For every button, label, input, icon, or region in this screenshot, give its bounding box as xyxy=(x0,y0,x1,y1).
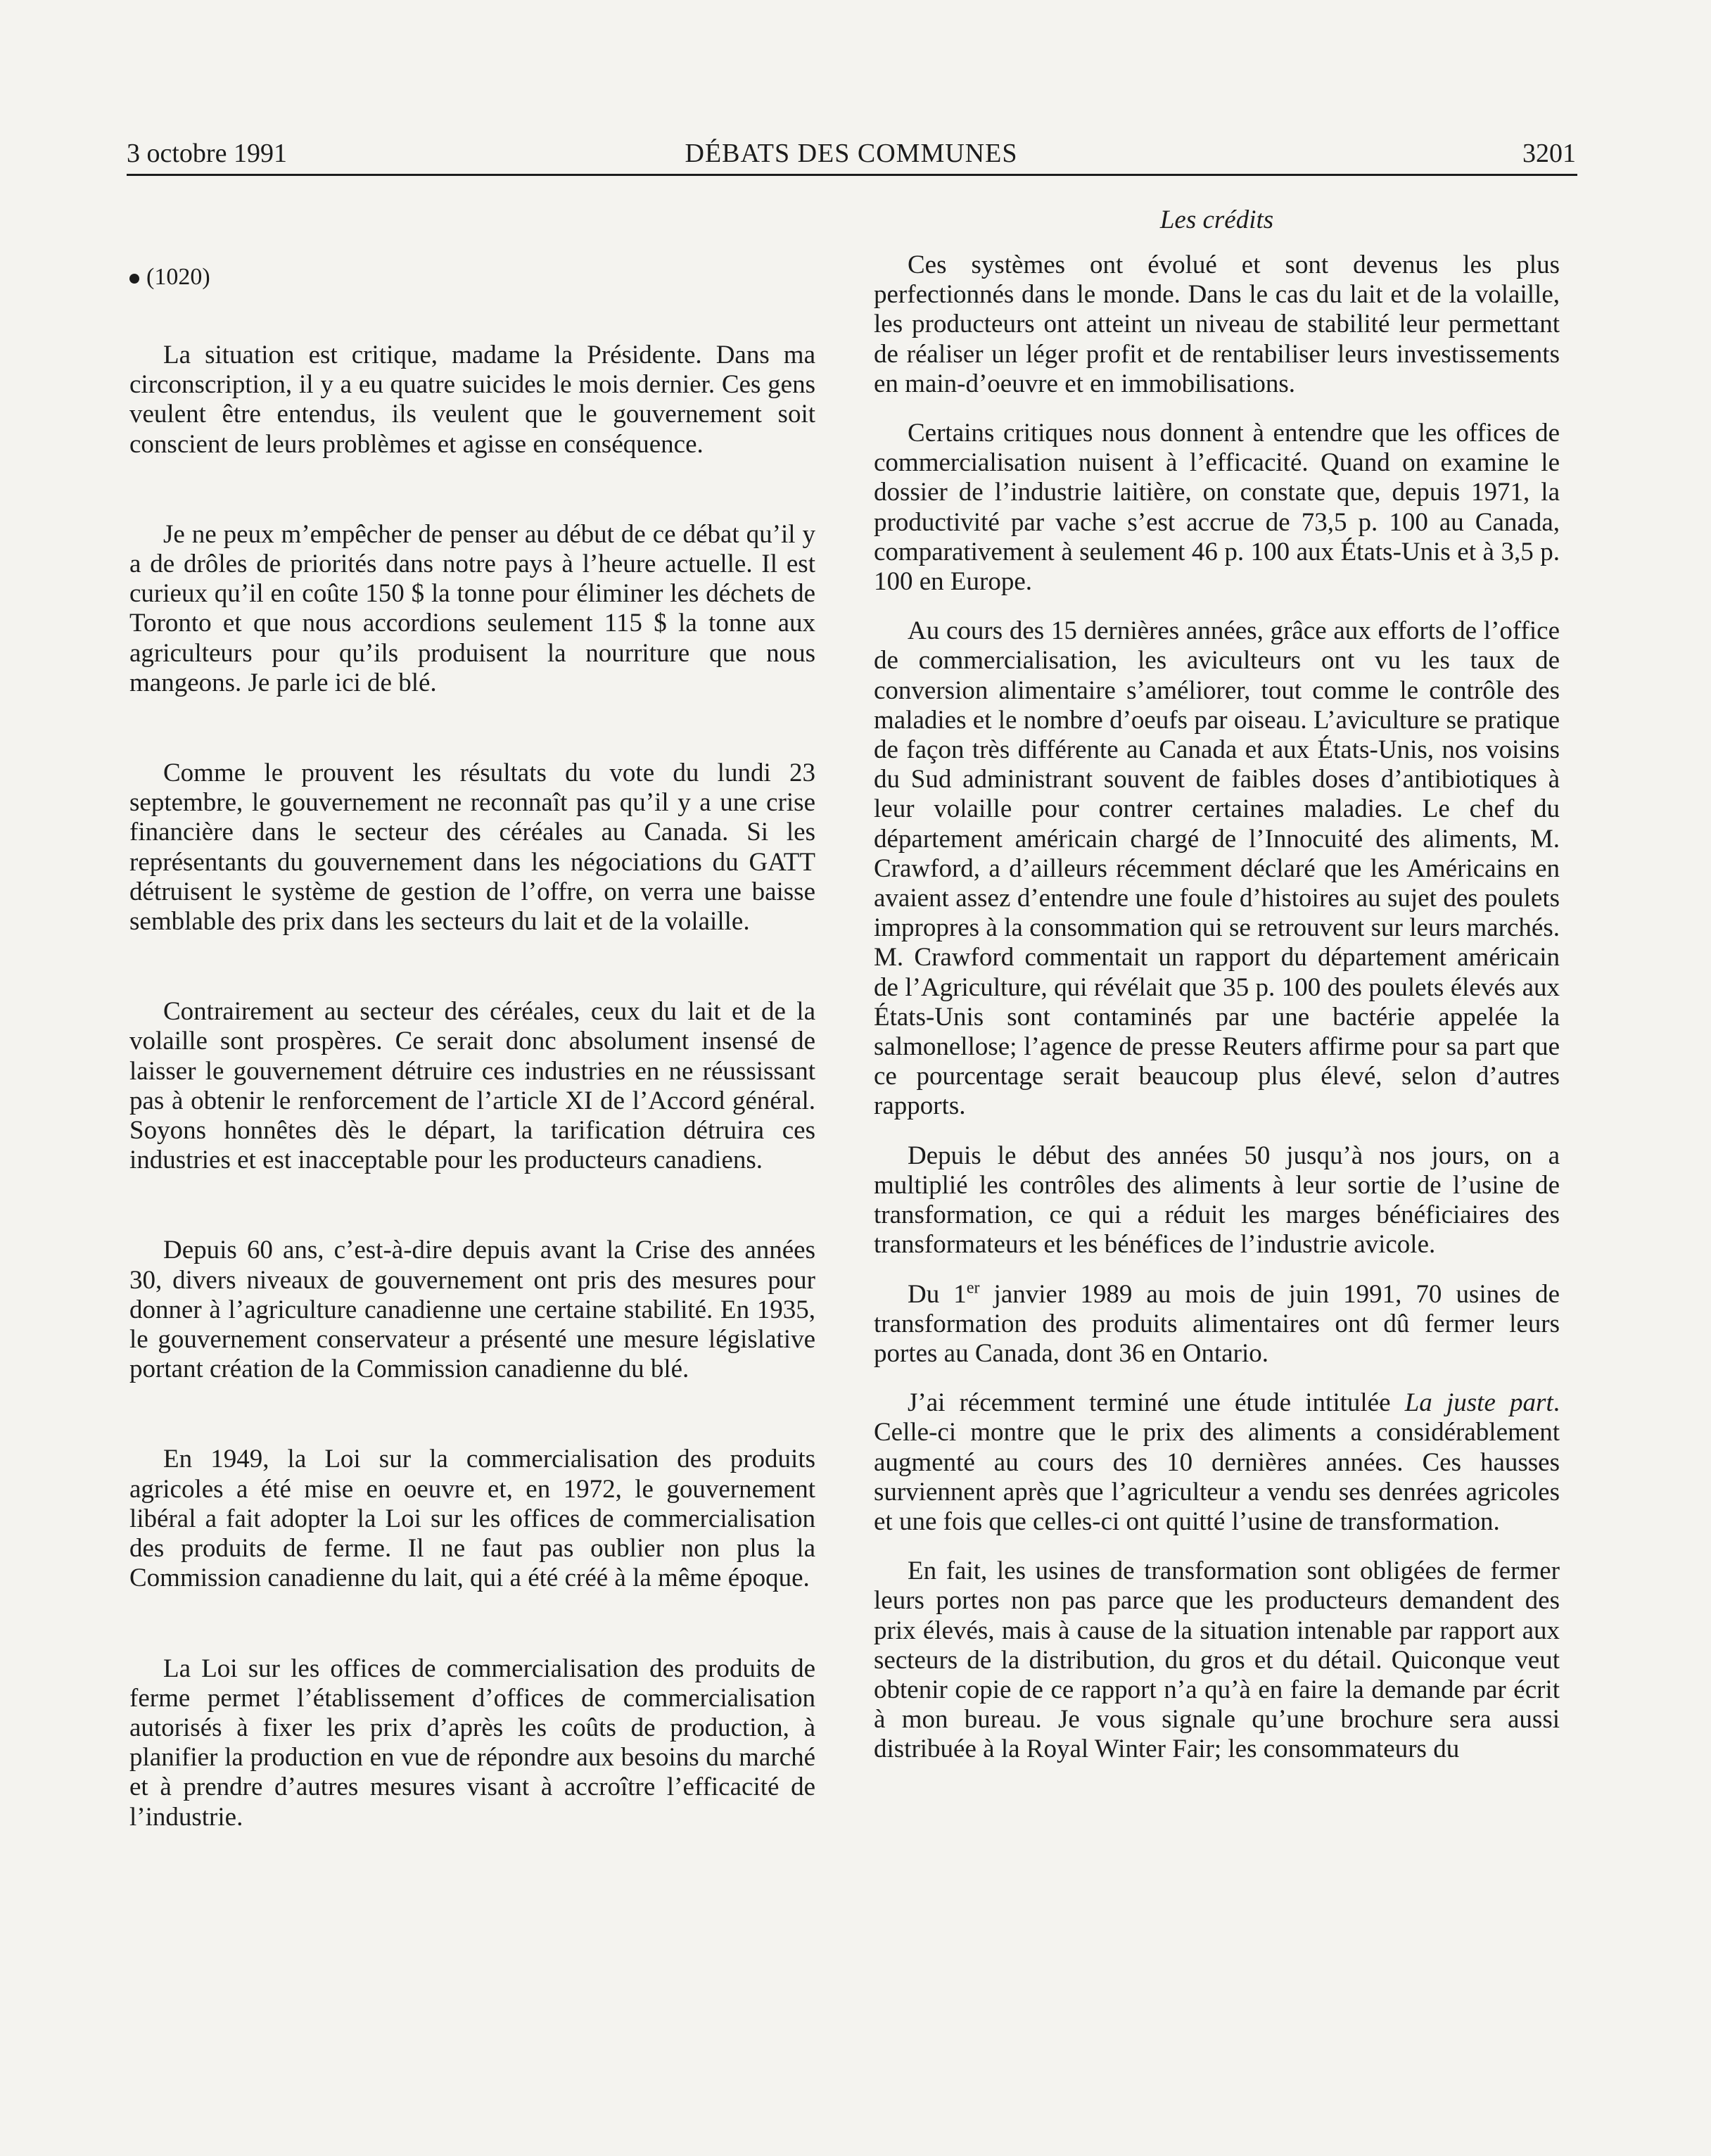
p6-before: J’ai récemment terminé une étude intitulée xyxy=(908,1388,1405,1418)
p6-after: . Celle-ci montre que le prix des aliments a considérablement augmenté au cours des 10 dernières années. Ces hausses surviennent après que l’agriculteur a vendu ses denrées agricoles et une fois que celles-ci ont quitté l’usine de transformation. xyxy=(874,1388,1560,1536)
left-paragraph-2: Je ne peux m’empêcher de penser au début de ce débat qu’il y a de drôles de priorités dans notre pays à l’heure actuelle. Il est curieux qu’il en coûte 150 $ la tonne pour éliminer les déchets de Toronto et que nous accordions seulement 115 $ la tonne aux agriculteurs pour qu’ils produisent la nourriture que nous mangeons. Je parle ici de blé. xyxy=(129,519,815,697)
header-date: 3 octobre 1991 xyxy=(127,139,287,168)
header-rule xyxy=(127,174,1577,176)
left-paragraph-3: Comme le prouvent les résultats du vote du lundi 23 septembre, le gouvernement ne reconnaît pas qu’il y a une crise financière dans le secteur des céréales au Canada. Si les représentants du gouvernement dans les négociations du GATT détruisent le système de gestion de l’offre, on verra une baisse semblable des prix dans les secteurs du lait et de la volaille. xyxy=(129,759,815,937)
left-paragraph-4: Contrairement au secteur des céréales, ceux du lait et de la volaille sont prospères. Ce serait donc absolument insensé de laisser le gouvernement détruire ces industries en ne réussissant pas à obtenir le renforcement de l’article XI de l’Accord général. Soyons honnêtes dès le départ, la tarification détruira ces industries et est inacceptable pour les producteurs canadiens. xyxy=(129,997,815,1175)
p5-before: Du 1 xyxy=(908,1279,967,1309)
right-paragraph-5 xyxy=(874,1280,1560,1369)
right-paragraph-6 xyxy=(874,1388,1560,1537)
right-paragraph-7: En fait, les usines de transformation sont obligées de fermer leurs portes non pas parce que les producteurs demandent des prix élevés, mais à cause de la situation intenable par rapport aux secteurs de la distribution, du gros et du détail. Quiconque veut obtenir copie de ce rapport n’a qu’à en faire la demande par écrit à mon bureau. Je vous signale qu’une brochure sera aussi distribuée à la Royal Winter Fair; les consommateurs du xyxy=(874,1556,1560,1764)
left-paragraph-7: La Loi sur les offices de commercialisation des produits de ferme permet l’établissement d’offices de commercialisation autorisés à fixer les prix d’après les coûts de production, à planifier la production en vue de répondre aux besoins du marché et à prendre d’autres mesures visant à accroître l’efficacité de l’industrie. xyxy=(129,1654,815,1832)
time-marker-text: (1020) xyxy=(146,264,210,290)
p5-superscript: er xyxy=(966,1279,980,1298)
right-paragraph-1: Ces systèmes ont évolué et sont devenus les plus perfectionnés dans le monde. Dans le cas du lait et de la volaille, les producteurs ont atteint un niveau de stabilité leur permettant de réaliser un léger profit et de rentabiliser leurs investissements en main-d’oeuvre et en immobilisations. xyxy=(874,251,1560,398)
left-paragraph-5: Depuis 60 ans, c’est-à-dire depuis avant la Crise des années 30, divers niveaux de gouvernement ont pris des mesures pour donner à l’agriculture canadienne une certaine stabilité. En 1935, le gouvernement conservateur a présenté une mesure législative portant création de la Commission canadienne du blé. xyxy=(129,1236,815,1384)
right-paragraph-4: Depuis le début des années 50 jusqu’à nos jours, on a multiplié les contrôles des aliments à leur sortie de l’usine de transformation, ce qui a réduit les marges bénéficiaires des transformateurs et les bénéfices de l’industrie avicole. xyxy=(874,1141,1560,1260)
study-title: La juste part xyxy=(1404,1388,1553,1418)
left-paragraph-1: La situation est critique, madame la Présidente. Dans ma circonscription, il y a eu quatre suicides le mois dernier. Ces gens veulent être entendus, ils veulent que le gouvernement soit conscient de leurs problèmes et agisse en conséquence. xyxy=(129,341,815,459)
right-column xyxy=(874,205,1560,1765)
left-column xyxy=(129,263,815,1832)
p5-after: janvier 1989 au mois de juin 1991, 70 usines de transformation des produits alimentaires ont dû fermer leurs portes au Canada, dont 36 en Ontario. xyxy=(874,1279,1560,1368)
right-paragraph-3: Au cours des 15 dernières années, grâce aux efforts de l’office de commercialisation, les aviculteurs ont vu les taux de conversion alimentaire s’améliorer, tout comme le contrôle des maladies et le nombre d’oeufs par oiseau. L’aviculture se pratique de façon très différente au Canada et aux États-Unis, nos voisins du Sud administrant souvent de faibles doses d’antibiotiques à leur volaille pour contrer certaines maladies. Le chef du département américain chargé de l’Innocuité des aliments, M. Crawford, a d’ailleurs récemment déclaré que les Américains en avaient assez d’entendre une foule d’histoires au sujet des poulets impropres à la consommation qui se retrouvent sur leurs marchés. M. Crawford commentait un rapport du département américain de l’Agriculture, qui révélait que 35 p. 100 des poulets élevés aux États-Unis sont contaminés par une bactérie appelée la salmonellose; l’agence de presse Reuters affirme pour sa part que ce pourcentage serait beaucoup plus élevé, selon d’autres rapports. xyxy=(874,616,1560,1121)
header-page-number: 3201 xyxy=(1522,139,1576,168)
bullet-icon xyxy=(129,274,139,284)
section-title: Les crédits xyxy=(1159,205,1274,234)
time-marker xyxy=(129,263,815,291)
header-title: DÉBATS DES COMMUNES xyxy=(685,139,1018,168)
page-header xyxy=(127,134,1576,173)
right-paragraph-2: Certains critiques nous donnent à entendre que les offices de commercialisation nuisent à l’efficacité. Quand on examine le dossier de l’industrie laitière, on constate que, depuis 1971, la productivité par vache s’est accrue de 73,5 p. 100 au Canada, comparativement à seulement 46 p. 100 aux États-Unis et à 3,5 p. 100 en Europe. xyxy=(874,419,1560,597)
left-paragraph-6: En 1949, la Loi sur la commercialisation des produits agricoles a été mise en oeuvre et, en 1972, le gouvernement libéral a fait adopter la Loi sur les offices de commercialisation des produits de ferme. Il ne faut pas oublier non plus la Commission canadienne du lait, qui a été créé à la même époque. xyxy=(129,1445,815,1593)
